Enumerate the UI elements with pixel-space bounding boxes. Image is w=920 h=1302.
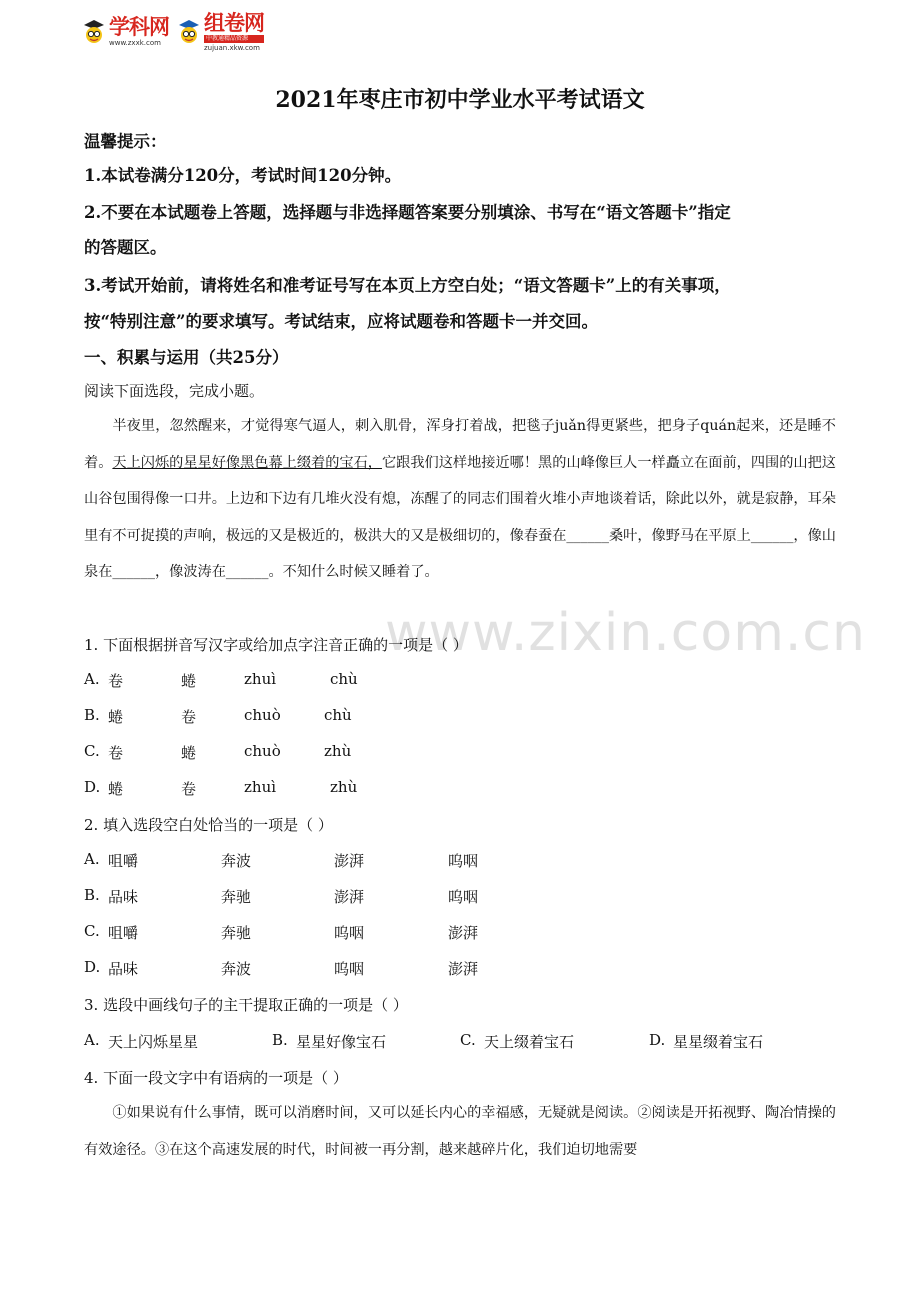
mascot-icon bbox=[177, 17, 201, 47]
option-cell: 奔驰 bbox=[221, 924, 252, 942]
section-instruction: 阅读下面选段，完成小题。 bbox=[84, 382, 265, 400]
option-cell: 咀嚼 bbox=[108, 924, 139, 942]
option-label[interactable]: B. bbox=[272, 1031, 288, 1049]
header-logos bbox=[82, 12, 264, 52]
option-cell: chù bbox=[324, 706, 352, 724]
option-cell: chù bbox=[330, 670, 358, 688]
option-label[interactable]: D. bbox=[84, 778, 101, 796]
passage-text: 它跟我们这样地接近哪！黑的山峰像巨人一样矗立在面前，四围的山把这山谷包围得像一口井。上边和下边有几堆火没有熄，冻醒了的同志们围着火堆小声地谈着话，除此以外，就是寂静，耳朵里有不可捉摸的声响，极远的又是极近的，极洪大的又是极细切的，像春蚕在______桑叶，像野马在平原上______，像山泉在______，像波涛在______。不知什么时候又睡着了。 bbox=[84, 454, 836, 580]
option-cell: 蜷 bbox=[108, 708, 124, 726]
option-label[interactable]: D. bbox=[84, 958, 101, 976]
option-cell: zhù bbox=[330, 778, 358, 796]
option-cell: 卷 bbox=[181, 780, 197, 798]
option-cell: chuò bbox=[244, 706, 281, 724]
option-cell: 呜咽 bbox=[334, 924, 365, 942]
option-label[interactable]: B. bbox=[84, 706, 100, 724]
option-cell: 呜咽 bbox=[448, 852, 479, 870]
option-cell: 卷 bbox=[108, 744, 124, 762]
option-cell: 呜咽 bbox=[334, 960, 365, 978]
question-stem: 2. 填入选段空白处恰当的一项是（ ） bbox=[84, 816, 333, 834]
tips-heading: 温馨提示： bbox=[84, 132, 167, 151]
zxxk-logo-url: www.zxxk.com bbox=[109, 39, 161, 47]
zujuan-logo[interactable] bbox=[177, 10, 264, 52]
option-label[interactable]: C. bbox=[84, 922, 100, 940]
passage-text: ①如果说有什么事情，既可以消磨时间，又可以延长内心的幸福感，无疑就是阅读。②阅读是开拓视野、陶冶情操的有效途径。③在这个高速发展的时代，时间被一再分割，越来越碎片化，我们迫切地需要 bbox=[84, 1105, 836, 1158]
option-cell: 卷 bbox=[108, 672, 124, 690]
option-label[interactable]: D. bbox=[649, 1031, 666, 1049]
tip-line: 2.不要在本试题卷上答题，选择题与非选择题答案要分别填涂、书写在“语文答题卡”指定 bbox=[84, 203, 731, 222]
option-cell: 蜷 bbox=[108, 780, 124, 798]
option-text: 星星好像宝石 bbox=[296, 1033, 387, 1051]
option-label[interactable]: B. bbox=[84, 886, 100, 904]
question-passage bbox=[84, 1095, 836, 1168]
option-text: 星星缀着宝石 bbox=[673, 1033, 764, 1051]
option-cell: 蜷 bbox=[181, 672, 197, 690]
question-stem: 4. 下面一段文字中有语病的一项是（ ） bbox=[84, 1069, 348, 1087]
tip-line: 3.考试开始前，请将姓名和准考证号写在本页上方空白处；“语文答题卡”上的有关事项， bbox=[84, 276, 731, 295]
option-cell: 品味 bbox=[108, 888, 139, 906]
question-stem: 1. 下面根据拼音写汉字或给加点字注音正确的一项是（ ） bbox=[84, 636, 468, 654]
option-cell: 澎湃 bbox=[334, 852, 365, 870]
option-cell: zhuì bbox=[244, 778, 277, 796]
option-cell: 澎湃 bbox=[448, 924, 479, 942]
reading-passage bbox=[84, 408, 836, 591]
option-cell: 奔驰 bbox=[221, 888, 252, 906]
zxxk-logo[interactable] bbox=[82, 17, 169, 47]
passage-text: 半夜里，忽然醒来，才觉得寒气逼人，刺入肌骨，浑身打着战，把毯子juǎn得更紧些，把身子quán起来，还是睡不着。 bbox=[84, 418, 836, 471]
option-text: 天上缀着宝石 bbox=[484, 1033, 575, 1051]
option-cell: 澎湃 bbox=[334, 888, 365, 906]
tip-line: 1.本试卷满分120分，考试时间120分钟。 bbox=[84, 166, 402, 185]
option-label[interactable]: C. bbox=[84, 742, 100, 760]
option-cell: 咀嚼 bbox=[108, 852, 139, 870]
option-cell: 品味 bbox=[108, 960, 139, 978]
option-cell: 澎湃 bbox=[448, 960, 479, 978]
option-cell: chuò bbox=[244, 742, 281, 760]
option-cell: 呜咽 bbox=[448, 888, 479, 906]
zujuan-logo-band: 中教通精品资源 bbox=[204, 35, 264, 43]
tip-line: 按“特别注意”的要求填写。考试结束，应将试题卷和答题卡一并交回。 bbox=[84, 312, 598, 331]
mascot-icon bbox=[82, 17, 106, 47]
option-label[interactable]: A. bbox=[84, 670, 100, 688]
question-stem: 3. 选段中画线句子的主干提取正确的一项是（ ） bbox=[84, 996, 408, 1014]
option-cell: zhuì bbox=[244, 670, 277, 688]
tip-line: 的答题区。 bbox=[84, 238, 167, 257]
option-cell: zhù bbox=[324, 742, 352, 760]
zujuan-logo-url: zujuan.xkw.com bbox=[204, 43, 260, 52]
option-cell: 蜷 bbox=[181, 744, 197, 762]
option-cell: 奔波 bbox=[221, 960, 252, 978]
page-title: 2021年枣庄市初中学业水平考试语文 bbox=[275, 87, 645, 113]
section-heading: 一、积累与运用（共25分） bbox=[84, 348, 289, 367]
underlined-sentence: 天上闪烁的星星好像黑色幕上缀着的宝石， bbox=[112, 454, 382, 471]
zujuan-logo-text: 组卷网 bbox=[204, 10, 264, 35]
option-cell: 奔波 bbox=[221, 852, 252, 870]
option-label[interactable]: C. bbox=[460, 1031, 476, 1049]
option-label[interactable]: A. bbox=[84, 850, 100, 868]
zxxk-logo-text: 学科网 bbox=[109, 15, 169, 39]
option-label[interactable]: A. bbox=[84, 1031, 100, 1049]
watermark: www.zixin.com.cn bbox=[385, 603, 866, 663]
option-cell: 卷 bbox=[181, 708, 197, 726]
option-text: 天上闪烁星星 bbox=[108, 1033, 199, 1051]
